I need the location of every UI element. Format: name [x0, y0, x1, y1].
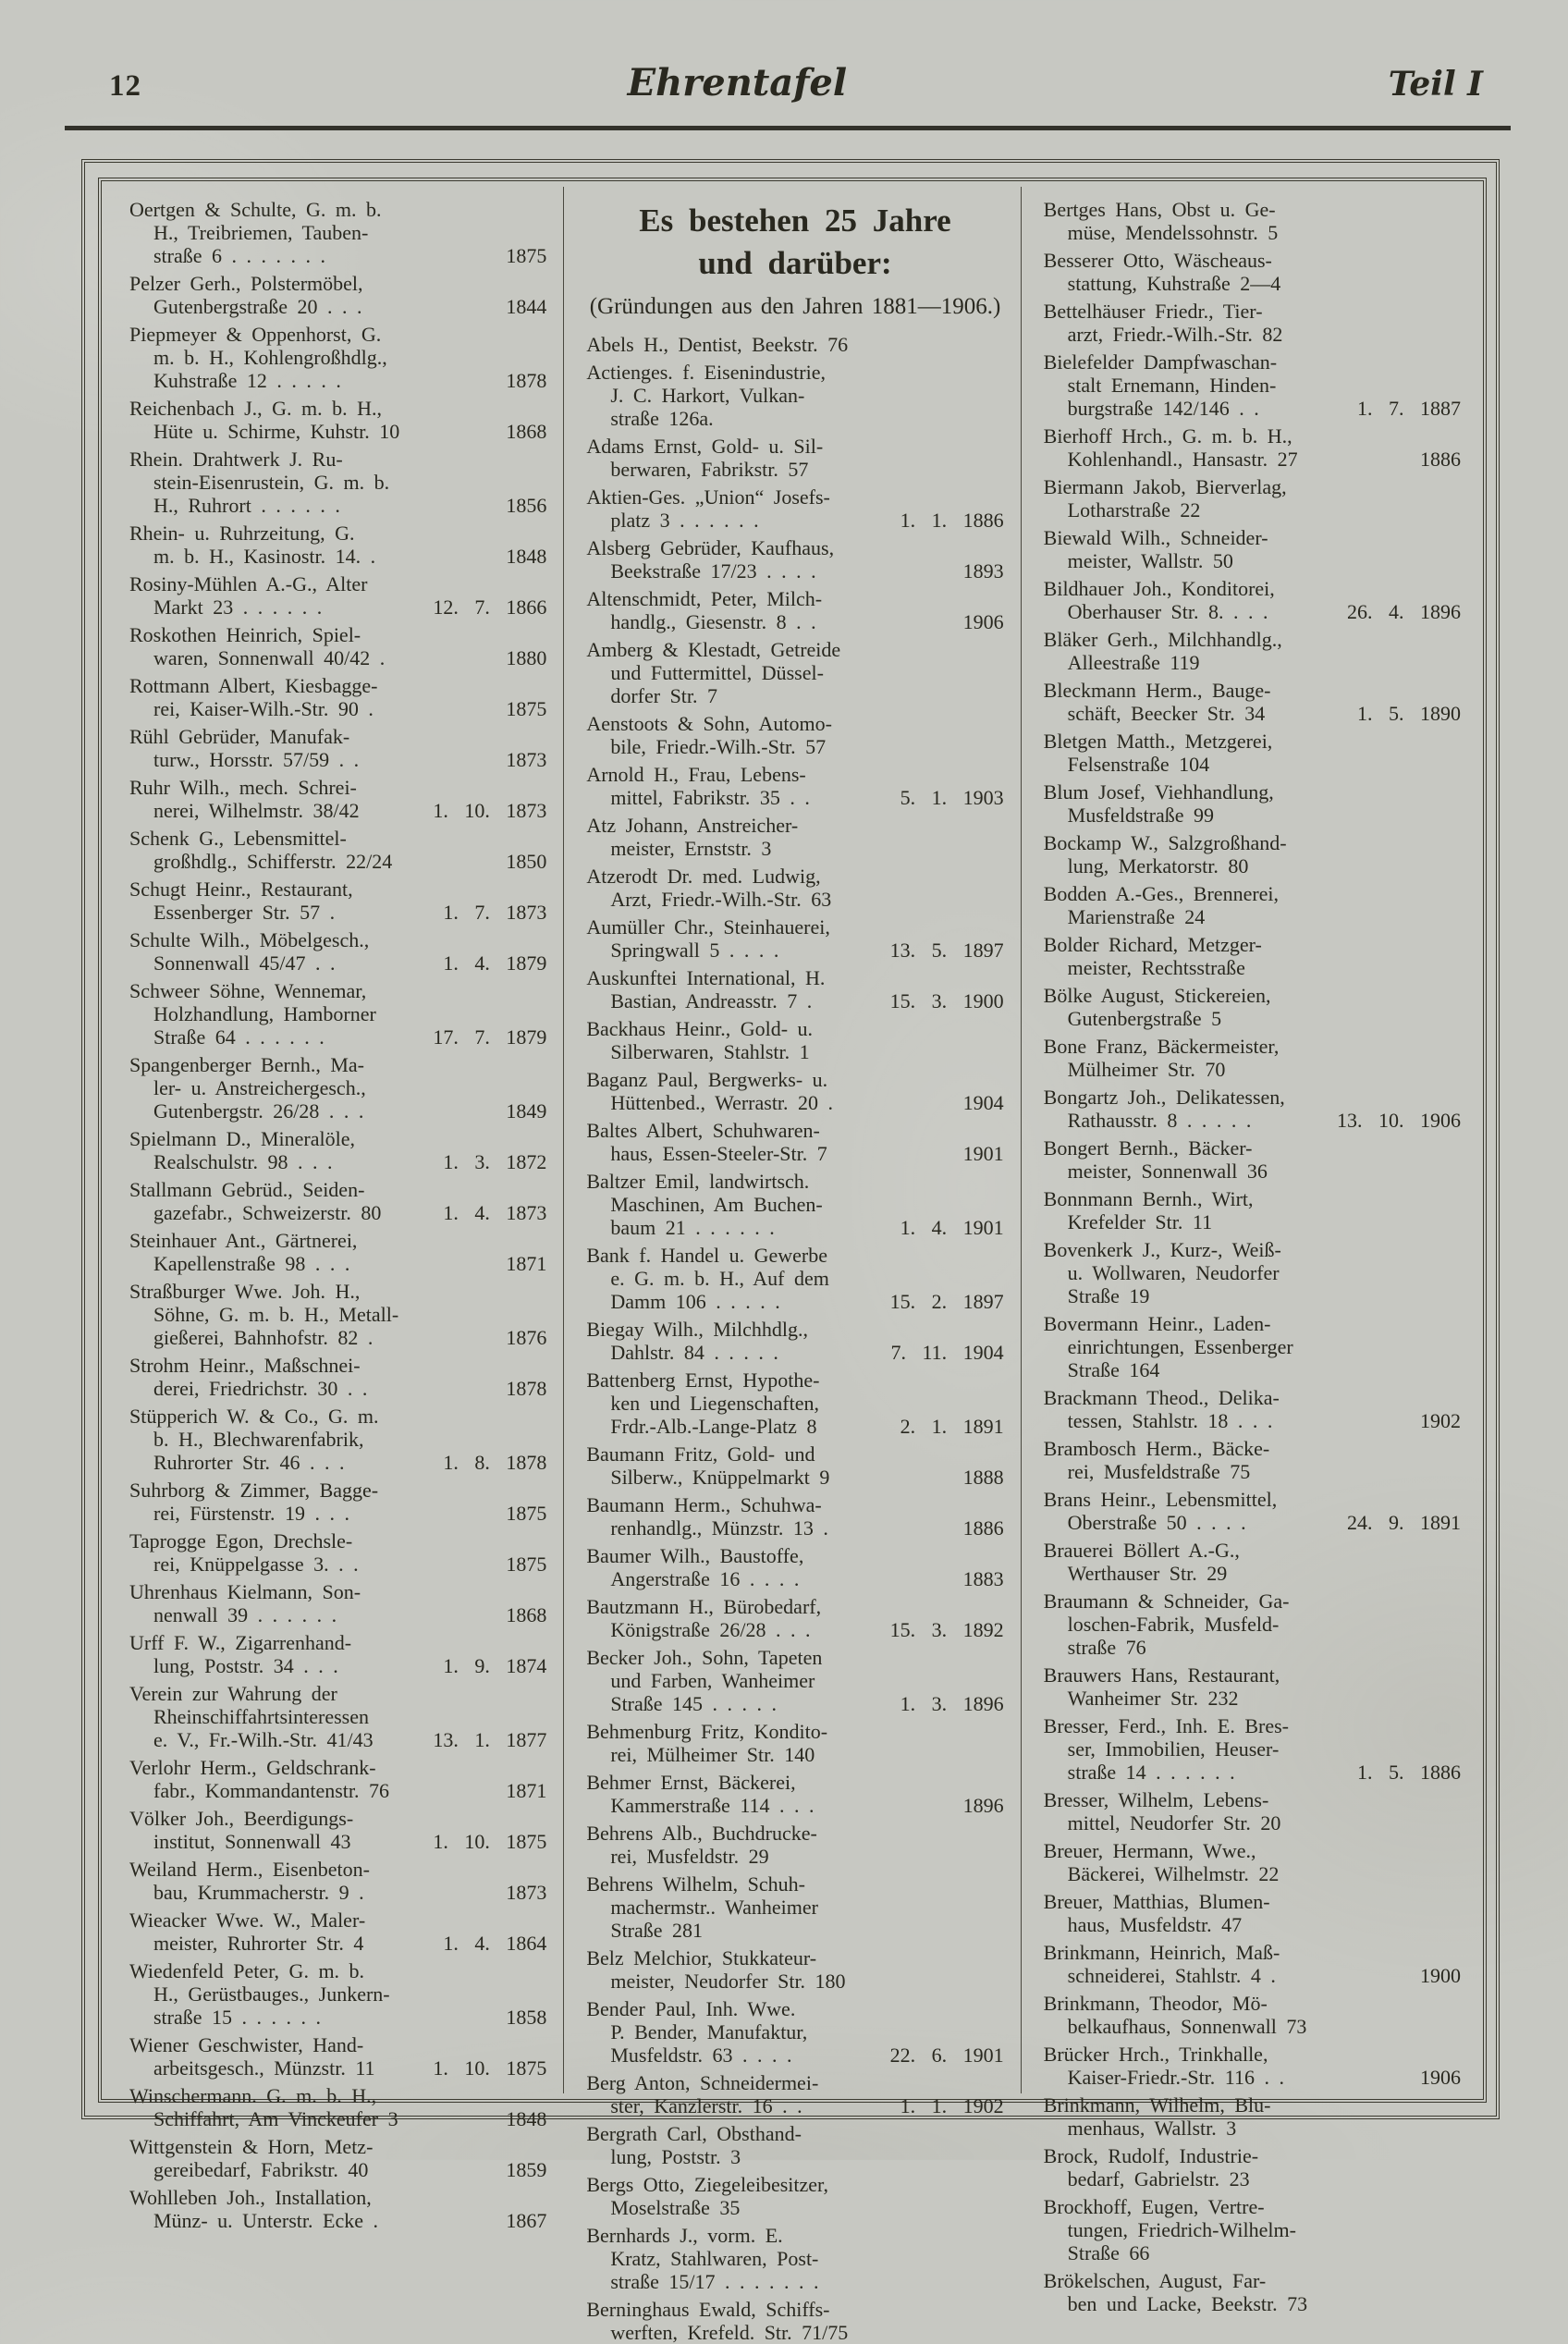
- list-item: Wiedenfeld Peter, G. m. b. H., Gerüstbauges., Junkern- straße 15 . . . . . . 1858: [129, 1959, 547, 2029]
- list-item: Bläker Gerh., Milchhandlg., Alleestraße 119: [1043, 628, 1282, 674]
- founding-date: 1886: [1419, 448, 1461, 471]
- list-item: Bongert Bernh., Bäcker- meister, Sonnenwall 36: [1043, 1136, 1268, 1183]
- founding-date: 2. 1. 1891: [900, 1415, 1004, 1438]
- entry-text: platz 3 . . . . . .: [610, 509, 759, 532]
- founding-date: 1. 10. 1875: [433, 1830, 547, 1853]
- founding-date: 1868: [506, 420, 547, 443]
- list-item: Schugt Heinr., Restaurant, Essenberger Str. 57 . 1. 7. 1873: [129, 877, 547, 924]
- list-item: Brackmann Theod., Delika- tessen, Stahlstr. 18 . . . 1902: [1043, 1386, 1461, 1432]
- entry-text: renhandlg., Münzstr. 13 .: [610, 1516, 828, 1540]
- entry-text: ster, Kanzlerstr. 16 . .: [610, 2094, 802, 2117]
- list-item: Brauerei Böllert A.-G., Werthauser Str. 29: [1043, 1539, 1240, 1585]
- list-item: Adams Ernst, Gold- u. Sil- berwaren, Fabrikstr. 57: [586, 435, 824, 481]
- entry-text: derei, Friedrichstr. 30 . .: [153, 1377, 368, 1400]
- page-title: Ehrentafel: [627, 61, 848, 104]
- entry-text: Königstraße 26/28 . . .: [610, 1618, 811, 1641]
- list-item: Actienges. f. Eisenindustrie, J. C. Harkort, Vulkan- straße 126a.: [586, 361, 826, 430]
- entry-text: Bastian, Andreasstr. 7 .: [610, 989, 813, 1012]
- list-item: Amberg & Klestadt, Getreide und Futtermittel, Düssel- dorfer Str. 7: [586, 638, 841, 707]
- entry-text: Straße 145 . . . . .: [610, 1692, 778, 1715]
- entry-text: Rathausstr. 8 . . . . .: [1067, 1109, 1252, 1132]
- entry-text: Sonnenwall 45/47 . .: [153, 951, 336, 975]
- list-item: Stüpperich W. & Co., G. m. b. H., Blechwarenfabrik, Ruhrorter Str. 46 . . . 1. 8. 1878: [129, 1405, 547, 1474]
- list-item: Atzerodt Dr. med. Ludwig, Arzt, Friedr.-Wilh.-Str. 63: [586, 865, 832, 911]
- entry-text: turw., Horsstr. 57/59 . .: [153, 748, 360, 771]
- founding-date: 1886: [962, 1516, 1004, 1540]
- entry-text: rei, Kaiser-Wilh.-Str. 90 .: [153, 697, 374, 720]
- entry-text: Musfeldstr. 63 . . . .: [610, 2043, 792, 2067]
- list-item: Brockhoff, Eugen, Vertre- tungen, Friedrich-Wilhelm- Straße 66: [1043, 2195, 1296, 2264]
- list-item: Straßburger Wwe. Joh. H., Söhne, G. m. b. H., Metall- gießerei, Bahnhofstr. 82 . 1876: [129, 1280, 547, 1349]
- founding-date: 1858: [506, 2006, 547, 2029]
- founding-date: 1878: [506, 1377, 547, 1400]
- founding-date: 1. 10. 1875: [433, 2056, 547, 2080]
- entry-text: Kammerstraße 114 . . .: [610, 1794, 815, 1817]
- entry-text: Silberw., Knüppelmarkt 9: [610, 1466, 830, 1489]
- founding-date: 1. 7. 1887: [1356, 397, 1461, 420]
- founding-date: 17. 7. 1879: [433, 1025, 547, 1049]
- entry-text: arbeitsgesch., Münzstr. 11: [153, 2056, 375, 2080]
- list-item: Brambosch Herm., Bäcke- rei, Musfeldstraße 75: [1043, 1437, 1270, 1483]
- founding-date: 24. 9. 1891: [1346, 1511, 1461, 1534]
- list-item: Suhrborg & Zimmer, Bagge- rei, Fürstenstr. 19 . . . 1875: [129, 1479, 547, 1525]
- running-head: [65, 61, 1507, 109]
- founding-date: 1. 1. 1902: [900, 2094, 1004, 2117]
- founding-date: 22. 6. 1901: [889, 2043, 1004, 2067]
- list-item: Abels H., Dentist, Beekstr. 76: [586, 333, 849, 356]
- entry-text: baum 21 . . . . . .: [610, 1216, 775, 1239]
- list-item: Bresser, Wilhelm, Lebens- mittel, Neudorfer Str. 20: [1043, 1788, 1281, 1835]
- founding-date: 1867: [506, 2209, 547, 2232]
- list-item: Brücker Hrch., Trinkhalle, Kaiser-Friedr.-Str. 116 . . 1906: [1043, 2043, 1461, 2089]
- column-3: [1021, 187, 1477, 2315]
- entry-text: Damm 106 . . . . .: [610, 1290, 780, 1313]
- list-item: Baltzer Emil, landwirtsch. Maschinen, Am Buchen- baum 21 . . . . . . 1. 4. 1901: [586, 1170, 1004, 1239]
- entry-text: Kaiser-Friedr.-Str. 116 . .: [1067, 2066, 1284, 2089]
- founding-date: 1. 10. 1873: [433, 799, 547, 822]
- list-item: Wohlleben Joh., Installation, Münz- u. Unterstr. Ecke . 1867: [129, 2186, 547, 2232]
- list-item: Roskothen Heinrich, Spiel- waren, Sonnenwall 40/42 . 1880: [129, 623, 547, 669]
- entry-text: e. V., Fr.-Wilh.-Str. 41/43: [153, 1728, 374, 1751]
- list-item: Battenberg Ernst, Hypothe- ken und Liegenschaften, Frdr.-Alb.-Lange-Platz 8 2. 1. 1891: [586, 1368, 1004, 1438]
- entry-text: nerei, Wilhelmstr. 38/42: [153, 799, 360, 822]
- entry-text: Markt 23 . . . . . .: [153, 595, 323, 619]
- entry-text: mittel, Fabrikstr. 35 . .: [610, 786, 810, 809]
- founding-date: 1. 4. 1879: [443, 951, 547, 975]
- list-item: Brans Heinr., Lebensmittel, Oberstraße 50 . . . . 24. 9. 1891: [1043, 1488, 1461, 1534]
- column-1: [107, 187, 563, 2232]
- list-item: Brinkmann, Theodor, Mö- belkaufhaus, Sonnenwall 73: [1043, 1992, 1307, 2038]
- founding-date: 15. 3. 1892: [889, 1618, 1004, 1641]
- founding-date: 26. 4. 1896: [1346, 600, 1461, 623]
- list-item: Behmenburg Fritz, Kondito- rei, Mülheimer Str. 140: [586, 1720, 828, 1766]
- list-item: Behmer Ernst, Bäckerei, Kammerstraße 114 . . . 1896: [586, 1771, 1004, 1817]
- founding-date: 1848: [506, 545, 547, 568]
- list-item: Blum Josef, Viehhandlung, Musfeldstraße 99: [1043, 780, 1274, 827]
- entry-text: rei, Knüppelgasse 3. . .: [153, 1552, 359, 1576]
- list-item: Biewald Wilh., Schneider- meister, Wallstr. 50: [1043, 526, 1268, 572]
- founding-date: 1906: [962, 610, 1004, 633]
- founding-date: 1848: [506, 2107, 547, 2130]
- list-item: Brauwers Hans, Restaurant, Wanheimer Str. 232: [1043, 1663, 1280, 1710]
- founding-date: 1893: [962, 559, 1004, 583]
- list-item: Bockamp W., Salzgroßhand- lung, Merkatorstr. 80: [1043, 831, 1287, 877]
- entry-text: meister, Ruhrorter Str. 4: [153, 1932, 364, 1955]
- entry-text: schäft, Beecker Str. 34: [1067, 702, 1266, 725]
- column-2-entries: [586, 333, 1003, 2344]
- list-item: Berninghaus Ewald, Schiffs- werften, Krefeld. Str. 71/75: [586, 2298, 849, 2344]
- entry-text: Angerstraße 16 . . . .: [610, 1567, 800, 1590]
- founding-date: 1880: [506, 646, 547, 669]
- entry-text: handlg., Giesenstr. 8 . .: [610, 610, 816, 633]
- entry-text: bau, Krummacherstr. 9 .: [153, 1881, 364, 1904]
- list-item: Stallmann Gebrüd., Seiden- gazefabr., Schweizerstr. 80 1. 4. 1873: [129, 1178, 547, 1224]
- list-item: Bank f. Handel u. Gewerbe e. G. m. b. H., Auf dem Damm 106 . . . . . 15. 2. 1897: [586, 1244, 1004, 1313]
- list-item: Aktien-Ges. „Union“ Josefs- platz 3 . . . . . . 1. 1. 1886: [586, 485, 1004, 532]
- list-item: Bleckmann Herm., Bauge- schäft, Beecker Str. 34 1. 5. 1890: [1043, 679, 1461, 725]
- founding-date: 12. 7. 1866: [433, 595, 547, 619]
- list-item: Piepmeyer & Oppenhorst, G. m. b. H., Kohlengroßhdlg., Kuhstraße 12 . . . . . 1878: [129, 323, 547, 392]
- entry-text: Straße 64 . . . . . .: [153, 1025, 325, 1049]
- list-item: Urff F. W., Zigarrenhand- lung, Poststr. 34 . . . 1. 9. 1874: [129, 1631, 547, 1677]
- column-1-entries: [129, 198, 546, 2232]
- list-item: Weiland Herm., Eisenbeton- bau, Krummacherstr. 9 . 1873: [129, 1858, 547, 1904]
- list-item: Aenstoots & Sohn, Automo- bile, Friedr.-Wilh.-Str. 57: [586, 712, 832, 758]
- list-item: Aumüller Chr., Steinhauerei, Springwall 5 . . . . 13. 5. 1897: [586, 915, 1004, 962]
- section-heading-line1: Es bestehen 25 Jahre: [639, 202, 951, 239]
- founding-date: 1871: [506, 1779, 547, 1802]
- part-label: Teil I: [1388, 65, 1483, 104]
- founding-date: 7. 11. 1904: [890, 1341, 1004, 1364]
- founding-date: 1871: [506, 1252, 547, 1275]
- list-item: Breuer, Hermann, Wwe., Bäckerei, Wilhelmstr. 22: [1043, 1839, 1280, 1885]
- founding-date: 1906: [1419, 2066, 1461, 2089]
- entry-text: Ruhrorter Str. 46 . . .: [153, 1451, 345, 1474]
- founding-date: 1896: [962, 1794, 1004, 1817]
- founding-date: 1875: [506, 1502, 547, 1525]
- entry-text: fabr., Kommandantenstr. 76: [153, 1779, 390, 1802]
- entry-text: Münz- u. Unterstr. Ecke .: [153, 2209, 378, 2232]
- entry-text: Hüte u. Schirme, Kuhstr. 10: [153, 420, 400, 443]
- list-item: Taprogge Egon, Drechsle- rei, Knüppelgasse 3. . . 1875: [129, 1529, 547, 1576]
- founding-date: 1873: [506, 748, 547, 771]
- entry-text: haus, Essen-Steeler-Str. 7: [610, 1142, 827, 1165]
- entry-text: Oberstraße 50 . . . .: [1067, 1511, 1246, 1534]
- list-item: Bone Franz, Bäckermeister, Mülheimer Str. 70: [1043, 1035, 1280, 1081]
- list-item: Arnold H., Frau, Lebens- mittel, Fabrikstr. 35 . . 5. 1. 1903: [586, 763, 1004, 809]
- list-item: Backhaus Heinr., Gold- u. Silberwaren, Stahlstr. 1: [586, 1017, 814, 1063]
- list-item: Bolder Richard, Metzger- meister, Rechtsstraße: [1043, 933, 1262, 979]
- list-item: Rhein. Drahtwerk J. Ru- stein-Eisenrustein, G. m. b. H., Ruhrort . . . . . . 1856: [129, 448, 547, 517]
- founding-date: 1. 5. 1886: [1356, 1761, 1461, 1784]
- list-item: Brock, Rudolf, Industrie- bedarf, Gabrielstr. 23: [1043, 2144, 1259, 2191]
- entry-text: gereibedarf, Fabrikstr. 40: [153, 2158, 369, 2181]
- list-item: Behrens Wilhelm, Schuh- machermstr.. Wanheimer Straße 281: [586, 1872, 818, 1942]
- founding-date: 1875: [506, 1552, 547, 1576]
- list-item: Pelzer Gerh., Polstermöbel, Gutenbergstraße 20 . . . 1844: [129, 272, 547, 318]
- list-item: Besserer Otto, Wäscheaus- stattung, Kuhstraße 2—4: [1043, 249, 1281, 295]
- founding-date: 15. 2. 1897: [889, 1290, 1004, 1313]
- entry-text: gazefabr., Schweizerstr. 80: [153, 1201, 382, 1224]
- list-item: Biermann Jakob, Bierverlag, Lotharstraße 22: [1043, 475, 1287, 522]
- list-item: Wiener Geschwister, Hand- arbeitsgesch., Münzstr. 11 1. 10. 1875: [129, 2033, 547, 2080]
- list-item: Wieacker Wwe. W., Maler- meister, Ruhrorter Str. 4 1. 4. 1864: [129, 1908, 547, 1955]
- entry-text: Kapellenstraße 98 . . .: [153, 1252, 350, 1275]
- list-item: Atz Johann, Anstreicher- meister, Ernststr. 3: [586, 814, 799, 860]
- founding-date: 1. 7. 1873: [443, 901, 547, 924]
- header-rule: [65, 126, 1511, 130]
- entry-text: burgstraße 142/146 . .: [1067, 397, 1259, 420]
- section-heading: [586, 200, 1003, 320]
- list-item: Wittgenstein & Horn, Metz- gereibedarf, Fabrikstr. 40 1859: [129, 2135, 547, 2181]
- entry-text: nenwall 39 . . . . . .: [153, 1603, 337, 1626]
- founding-date: 1875: [506, 697, 547, 720]
- entry-text: m. b. H., Kasinostr. 14. .: [153, 545, 376, 568]
- entry-text: Kuhstraße 12 . . . . .: [153, 369, 341, 392]
- entry-text: Gutenbergstr. 26/28 . . .: [153, 1099, 364, 1123]
- founding-date: 1868: [506, 1603, 547, 1626]
- list-item: Ruhr Wilh., mech. Schrei- nerei, Wilhelmstr. 38/42 1. 10. 1873: [129, 776, 547, 822]
- entry-text: Frdr.-Alb.-Lange-Platz 8: [610, 1415, 817, 1438]
- entry-text: straße 15 . . . . . .: [153, 2006, 322, 2029]
- founding-date: 15. 3. 1900: [889, 989, 1004, 1012]
- founding-date: 1. 5. 1890: [1356, 702, 1461, 725]
- list-item: Bergs Otto, Ziegeleibesitzer, Moselstraße 35: [586, 2173, 828, 2219]
- list-item: Bielefelder Dampfwaschan- stalt Ernemann, Hinden- burgstraße 142/146 . . 1. 7. 1887: [1043, 350, 1461, 420]
- list-item: Spangenberger Bernh., Ma- ler- u. Anstreichergesch., Gutenbergstr. 26/28 . . . 1849: [129, 1053, 547, 1123]
- column-2: [563, 187, 1020, 2344]
- list-item: Verein zur Wahrung der Rheinschiffahrtsinteressen e. V., Fr.-Wilh.-Str. 41/43 13. 1. 1877: [129, 1682, 547, 1751]
- entry-text: lung, Poststr. 34 . . .: [153, 1654, 338, 1677]
- founding-date: 1. 3. 1872: [443, 1150, 547, 1173]
- founding-date: 1. 9. 1874: [443, 1654, 547, 1677]
- list-item: Biegay Wilh., Milchhdlg., Dahlstr. 84 . . . . . 7. 11. 1904: [586, 1318, 1004, 1364]
- list-item: Bongartz Joh., Delikatessen, Rathausstr. 8 . . . . . 13. 10. 1906: [1043, 1086, 1461, 1132]
- list-item: Bettelhäuser Friedr., Tier- arzt, Friedr.-Wilh.-Str. 82: [1043, 300, 1283, 346]
- entry-text: Oberhauser Str. 8. . . .: [1067, 600, 1268, 623]
- founding-date: 1904: [962, 1091, 1004, 1114]
- entry-text: schneiderei, Stahlstr. 4 .: [1067, 1964, 1276, 1987]
- list-item: Brinkmann, Heinrich, Maß- schneiderei, Stahlstr. 4 . 1900: [1043, 1941, 1461, 1987]
- entry-text: Gutenbergstraße 20 . . .: [153, 295, 362, 318]
- list-item: Rosiny-Mühlen A.-G., Alter Markt 23 . . . . . . 12. 7. 1866: [129, 572, 547, 619]
- list-item: Breuer, Matthias, Blumen- haus, Musfeldstr. 47: [1043, 1890, 1270, 1936]
- entry-text: Realschulstr. 98 . . .: [153, 1150, 333, 1173]
- list-item: Bergrath Carl, Obsthand- lung, Poststr. 3: [586, 2122, 802, 2168]
- entry-text: Essenberger Str. 57 .: [153, 901, 336, 924]
- list-item: Bierhoff Hrch., G. m. b. H., Kohlenhandl., Hansastr. 27 1886: [1043, 424, 1461, 471]
- list-item: Reichenbach J., G. m. b. H., Hüte u. Schirme, Kuhstr. 10 1868: [129, 397, 547, 443]
- entry-text: tessen, Stahlstr. 18 . . .: [1067, 1409, 1273, 1432]
- list-item: Strohm Heinr., Maßschnei- derei, Friedrichstr. 30 . . 1878: [129, 1354, 547, 1400]
- entry-text: gießerei, Bahnhofstr. 82 .: [153, 1326, 374, 1349]
- founding-date: 1. 3. 1896: [900, 1692, 1004, 1715]
- list-item: Brinkmann, Wilhelm, Blu- menhaus, Wallstr. 3: [1043, 2093, 1271, 2140]
- entry-text: Schiffahrt, Am Vinckeufer 3: [153, 2107, 398, 2130]
- list-item: Bernhards J., vorm. E. Kratz, Stahlwaren, Post- straße 15/17 . . . . . . .: [586, 2224, 819, 2293]
- founding-date: 1. 4. 1901: [900, 1216, 1004, 1239]
- list-item: Rühl Gebrüder, Manufak- turw., Horsstr. 57/59 . . 1873: [129, 725, 547, 771]
- list-item: Bildhauer Joh., Konditorei, Oberhauser Str. 8. . . . 26. 4. 1896: [1043, 577, 1461, 623]
- list-item: Bovermann Heinr., Laden- einrichtungen, Essenberger Straße 164: [1043, 1312, 1293, 1381]
- list-item: Belz Melchior, Stukkateur- meister, Neudorfer Str. 180: [586, 1946, 846, 1993]
- founding-date: 1876: [506, 1326, 547, 1349]
- list-item: Brökelschen, August, Far- ben und Lacke, Beekstr. 73: [1043, 2269, 1308, 2315]
- list-item: Auskunftei International, H. Bastian, Andreasstr. 7 . 15. 3. 1900: [586, 966, 1004, 1012]
- section-subheading: (Gründungen aus den Jahren 1881—1906.): [589, 294, 1001, 319]
- list-item: Steinhauer Ant., Gärtnerei, Kapellenstraße 98 . . . 1871: [129, 1229, 547, 1275]
- founding-date: 1. 8. 1878: [443, 1451, 547, 1474]
- entry-text: H., Ruhrort . . . . . .: [153, 494, 340, 517]
- entry-text: rei, Fürstenstr. 19 . . .: [153, 1502, 349, 1525]
- founding-date: 1850: [506, 850, 547, 873]
- list-item: Bölke August, Stickereien, Gutenbergstraße 5: [1043, 984, 1271, 1030]
- founding-date: 1901: [962, 1142, 1004, 1165]
- entry-text: straße 6 . . . . . . .: [153, 244, 326, 267]
- founding-date: 1844: [506, 295, 547, 318]
- list-item: Baumer Wilh., Baustoffe, Angerstraße 16 . . . . 1883: [586, 1544, 1004, 1590]
- entry-text: Beekstraße 17/23 . . . .: [610, 559, 816, 583]
- founding-date: 1888: [962, 1466, 1004, 1489]
- founding-date: 5. 1. 1903: [900, 786, 1004, 809]
- list-item: Berg Anton, Schneidermei- ster, Kanzlerstr. 16 . . 1. 1. 1902: [586, 2071, 1004, 2117]
- list-item: Rottmann Albert, Kiesbagge- rei, Kaiser-Wilh.-Str. 90 . 1875: [129, 674, 547, 720]
- list-item: Winschermann. G. m. b. H., Schiffahrt, Am Vinckeufer 3 1848: [129, 2084, 547, 2130]
- founding-date: 1. 1. 1886: [900, 509, 1004, 532]
- list-item: Baumann Herm., Schuhwa- renhandlg., Münzstr. 13 . 1886: [586, 1493, 1004, 1540]
- list-item: Alsberg Gebrüder, Kaufhaus, Beekstraße 17/23 . . . . 1893: [586, 536, 1004, 583]
- founding-date: 1875: [506, 244, 547, 267]
- entry-text: großhdlg., Schifferstr. 22/24: [153, 850, 393, 873]
- list-item: Oertgen & Schulte, G. m. b. H., Treibriemen, Tauben- straße 6 . . . . . . . 1875: [129, 198, 547, 267]
- list-item: Bresser, Ferd., Inh. E. Bres- ser, Immobilien, Heuser- straße 14 . . . . . . 1. 5. 1886: [1043, 1714, 1461, 1784]
- list-item: Bovenkerk J., Kurz-, Weiß- u. Wollwaren, Neudorfer Straße 19: [1043, 1238, 1281, 1307]
- founding-date: 13. 1. 1877: [433, 1728, 547, 1751]
- founding-date: 1. 4. 1873: [443, 1201, 547, 1224]
- founding-date: 1878: [506, 369, 547, 392]
- founding-date: 1856: [506, 494, 547, 517]
- list-item: Bautzmann H., Bürobedarf, Königstraße 26/28 . . . 15. 3. 1892: [586, 1595, 1004, 1641]
- list-item: Verlohr Herm., Geldschrank- fabr., Kommandantenstr. 76 1871: [129, 1756, 547, 1802]
- entry-text: waren, Sonnenwall 40/42 .: [153, 646, 386, 669]
- list-item: Altenschmidt, Peter, Milch- handlg., Giesenstr. 8 . . 1906: [586, 587, 1004, 633]
- entry-text: Kohlenhandl., Hansastr. 27: [1067, 448, 1298, 471]
- founding-date: 13. 10. 1906: [1336, 1109, 1461, 1132]
- entry-text: straße 14 . . . . . .: [1067, 1761, 1235, 1784]
- list-item: Becker Joh., Sohn, Tapeten und Farben, Wanheimer Straße 145 . . . . . 1. 3. 1896: [586, 1646, 1004, 1715]
- entry-text: Dahlstr. 84 . . . . .: [610, 1341, 778, 1364]
- founding-date: 1873: [506, 1881, 547, 1904]
- list-item: Bender Paul, Inh. Wwe. P. Bender, Manufaktur, Musfeldstr. 63 . . . . 22. 6. 1901: [586, 1997, 1004, 2067]
- page-frame-inner: [98, 178, 1487, 2344]
- founding-date: 1. 4. 1864: [443, 1932, 547, 1955]
- list-item: Bertges Hans, Obst u. Ge- müse, Mendelssohnstr. 5: [1043, 198, 1279, 244]
- page-frame: [81, 159, 1500, 2344]
- founding-date: 1900: [1419, 1964, 1461, 1987]
- list-item: Schenk G., Lebensmittel- großhdlg., Schifferstr. 22/24 1850: [129, 827, 547, 873]
- list-item: Schweer Söhne, Wennemar, Holzhandlung, Hamborner Straße 64 . . . . . . 17. 7. 1879: [129, 979, 547, 1049]
- founding-date: 13. 5. 1897: [889, 939, 1004, 962]
- list-item: Spielmann D., Mineralöle, Realschulstr. 98 . . . 1. 3. 1872: [129, 1127, 547, 1173]
- founding-date: 1883: [962, 1567, 1004, 1590]
- column-3-entries: [1044, 198, 1461, 2315]
- section-heading-line2: und darüber:: [698, 245, 892, 281]
- entry-text: Springwall 5 . . . .: [610, 939, 779, 962]
- list-item: Uhrenhaus Kielmann, Son- nenwall 39 . . . . . . 1868: [129, 1580, 547, 1626]
- list-item: Schulte Wilh., Möbelgesch., Sonnenwall 45/47 . . 1. 4. 1879: [129, 928, 547, 975]
- page-number: 12: [109, 69, 141, 103]
- founding-date: 1849: [506, 1099, 547, 1123]
- list-item: Braumann & Schneider, Ga- loschen-Fabrik, Musfeld- straße 76: [1043, 1589, 1290, 1659]
- list-item: Baganz Paul, Bergwerks- u. Hüttenbed., Werrastr. 20 . 1904: [586, 1068, 1004, 1114]
- list-item: Baltes Albert, Schuhwaren- haus, Essen-Steeler-Str. 7 1901: [586, 1119, 1004, 1165]
- columns: [107, 187, 1477, 2344]
- entry-text: Hüttenbed., Werrastr. 20 .: [610, 1091, 834, 1114]
- entry-text: institut, Sonnenwall 43: [153, 1830, 351, 1853]
- list-item: Baumann Fritz, Gold- und Silberw., Knüppelmarkt 9 1888: [586, 1442, 1004, 1489]
- list-item: Bodden A.-Ges., Brennerei, Marienstraße 24: [1043, 882, 1280, 928]
- list-item: Behrens Alb., Buchdrucke- rei, Musfeldstr. 29: [586, 1822, 817, 1868]
- list-item: Bonnmann Bernh., Wirt, Krefelder Str. 11: [1043, 1187, 1254, 1233]
- founding-date: 1859: [506, 2158, 547, 2181]
- list-item: Bletgen Matth., Metzgerei, Felsenstraße 104: [1043, 730, 1273, 776]
- founding-date: 1902: [1419, 1409, 1461, 1432]
- list-item: Rhein- u. Ruhrzeitung, G. m. b. H., Kasinostr. 14. . 1848: [129, 522, 547, 568]
- list-item: Völker Joh., Beerdigungs- institut, Sonnenwall 43 1. 10. 1875: [129, 1807, 547, 1853]
